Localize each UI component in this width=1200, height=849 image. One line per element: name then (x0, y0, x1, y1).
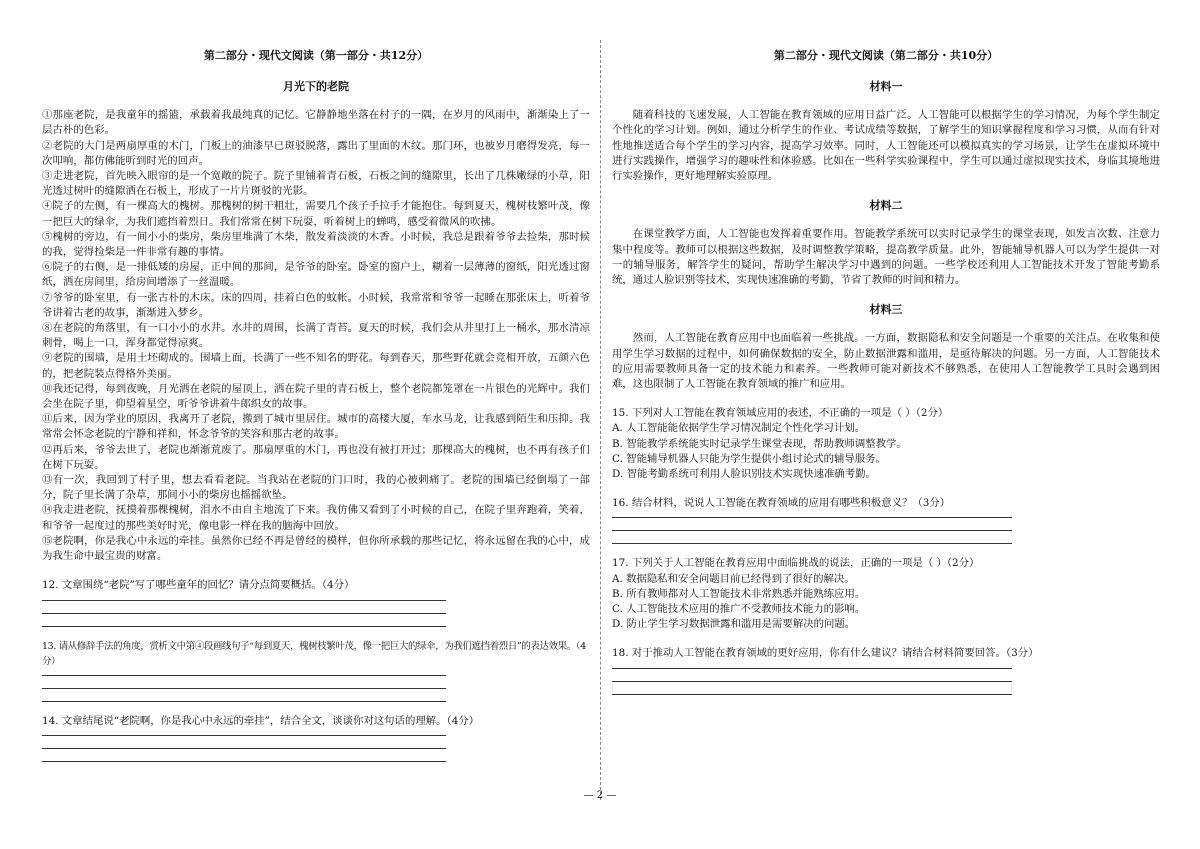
paragraph-11: ⑪后来，因为学业的原因，我离开了老院，搬到了城市里居住。城市的高楼大厦，车水马龙，让我感到陌生和压抑。我常常会怀念老院的宁静和祥和，怀念爷爷的笑容和那古老的故事。 (42, 413, 590, 441)
question-15-option-b[interactable]: B. 智能教学系统能实时记录学生课堂表现，帮助教师调整教学。 (612, 437, 907, 450)
question-15-option-d[interactable]: D. 智能考勤系统可利用人脸识别技术实现快速准确考勤。 (612, 468, 876, 481)
paragraph-12: ⑫再后来，爷爷去世了，老院也渐渐荒废了。那扇厚重的木门，再也没有被打开过；那棵高大的槐树，也不再有孩子们在树下玩耍。 (42, 443, 590, 471)
answer-line[interactable] (42, 600, 446, 601)
section-title-left: 第二部分・现代文阅读（第一部分・共12分） (203, 49, 429, 62)
answer-line[interactable] (42, 675, 446, 676)
question-15: 15. 下列对人工智能在教育领域应用的表述，不正确的一项是（ ）（2分） (612, 407, 949, 420)
paragraph-4: ④院子的左侧，有一棵高大的槐树。那槐树的树干粗壮，需要几个孩子手拉手才能抱住。每到夏天，槐树枝繁叶茂，像一把巨大的绿伞，为我们遮挡着烈日。我们常常在树下玩耍，听着树上的蝉鸣，感受着微风的吹拂。 (42, 200, 590, 228)
material-2-title: 材料二 (869, 199, 903, 213)
material-1-title: 材料一 (869, 80, 903, 93)
question-17-option-d[interactable]: D. 防止学生学习数据泄露和滥用是需要解决的问题。 (612, 618, 856, 631)
paragraph-5: ⑤槐树的旁边，有一间小小的柴房，柴房里堆满了木柴，散发着淡淡的木香。小时候，我总是跟着爷爷去捡柴，那时候的我，觉得捡柴是一件非常有趣的事情。 (42, 230, 590, 259)
question-14: 14. 文章结尾说“老院啊，你是我心中永远的牵挂”，结合全文，谈谈你对这句话的理解。（4分） (42, 714, 480, 727)
paragraph-8: ⑧在老院的角落里，有一口小小的水井。水井的周围，长满了青苔。夏天的时候，我们会从井里打上一桶水，那水清凉刺骨，喝上一口，浑身都觉得凉爽。 (42, 322, 590, 350)
answer-line[interactable] (42, 688, 446, 689)
paragraph-15: ⑮老院啊，你是我心中永远的牵挂。虽然你已经不再是曾经的模样，但你所承载的那些记忆，将永远留在我的心中，成为我生命中最宝贵的财富。 (42, 534, 590, 563)
paragraph-3: ③走进老院，首先映入眼帘的是一个宽敞的院子。院子里铺着青石板，石板之间的缝隙里，长出了几株嫩绿的小草，阳光透过树叶的缝隙洒在石板上，形成了一片片斑驳的光影。 (42, 170, 590, 198)
question-13: 13. 请从修辞手法的角度，赏析文中第④段画线句子“每到夏天，槐树枝繁叶茂，像一把巨大的绿伞，为我们遮挡着烈日”的表达效果。（4分） (42, 640, 586, 667)
material-1-text: 随着科技的飞速发展，人工智能在教育领域的应用日益广泛。人工智能可以根据学生的学习情况，为每个学生制定个性化的学习计划。例如，通过分析学生的作业、考试成绩等数据，了解学生的知识掌握程度和学习习惯，从而有针对性地推送适合每个学生的学习内容，提高学习效率。同时，人工智能还可以模拟真实的学习场景，让学生在虚拟环境中进行实践操作，增强学习的趣味性和体验感。比如在一些科学实验课程中，学生可以通过虚拟现实技术，身临其境地进行实验操作，更好地理解实验原理。 (612, 109, 1160, 183)
answer-line[interactable] (42, 761, 446, 762)
paragraph-7: ⑦爷爷的卧室里，有一张古朴的木床。床的四周，挂着白色的蚊帐。小时候，我常常和爷爷一起睡在那张床上，听着爷爷讲着古老的故事，渐渐进入梦乡。 (42, 291, 590, 319)
question-15-option-a[interactable]: A. 人工智能能依据学生学习情况制定个性化学习计划。 (612, 422, 866, 435)
answer-line[interactable] (42, 613, 446, 614)
answer-line[interactable] (612, 543, 1012, 544)
paragraph-10: ⑩我还记得，每到夜晚，月光洒在老院的屋顶上，洒在院子里的青石板上，整个老院都笼罩在一片银色的光辉中。我们会坐在院子里，仰望着星空，听爷爷讲着牛郎织女的故事。 (42, 382, 590, 411)
question-17-option-b[interactable]: B. 所有教师都对人工智能技术非常熟悉并能熟练应用。 (612, 587, 866, 600)
question-16: 16. 结合材料，说说人工智能在教育领域的应用有哪些积极意义？（3分） (612, 497, 951, 510)
question-17-option-a[interactable]: A. 数据隐私和安全问题目前已经得到了很好的解决。 (612, 572, 855, 585)
question-17-option-c[interactable]: C. 人工智能技术应用的推广不受教师技术能力的影响。 (612, 603, 866, 616)
material-3-title: 材料三 (869, 303, 903, 317)
paragraph-2: ②老院的大门是两扇厚重的木门，门板上的油漆早已斑驳脱落，露出了里面的木纹。那门环，也被岁月磨得发亮，每一次叩响，都仿佛能听到时光的回声。 (42, 139, 590, 167)
answer-line[interactable] (612, 530, 1012, 531)
material-2-text: 在课堂教学方面，人工智能也发挥着重要作用。智能教学系统可以实时记录学生的课堂表现，如发言次数、注意力集中程度等。教师可以根据这些数据，及时调整教学策略，提高教学质量。此外，智能辅导机器人可以为学生提供一对一的辅导服务，解答学生的疑问，帮助学生解决学习中遇到的问题。一些学校还利用人工智能技术开发了智能考勤系统，通过人脸识别等技术，实现快速准确的考勤，节省了教师的时间和精力。 (612, 228, 1160, 287)
answer-line[interactable] (612, 517, 1012, 518)
question-17: 17. 下列关于人工智能在教育应用中面临挑战的说法，正确的一项是（ ）（2分） (612, 557, 980, 570)
article-title: 月光下的老院 (283, 80, 349, 93)
page-number: — 2 — (583, 790, 617, 801)
right-column (612, 48, 1160, 695)
section-title-right: 第二部分・现代文阅读（第二部分・共10分） (773, 49, 999, 62)
answer-line[interactable] (42, 626, 446, 627)
paragraph-13: ⑬有一次，我回到了村子里，想去看看老院。当我站在老院的门口时，我的心被刺痛了。老院的围墙已经倒塌了一部分，院子里长满了杂草，那间小小的柴房也摇摇欲坠。 (42, 474, 590, 502)
paragraph-1: ①那座老院，是我童年的摇篮，承载着我最纯真的记忆。它静静地坐落在村子的一隅，在岁月的风雨中，渐渐染上了一层古朴的色彩。 (42, 109, 590, 137)
answer-line[interactable] (612, 668, 1012, 669)
answer-line[interactable] (42, 735, 446, 736)
paragraph-9: ⑨老院的围墙，是用土坯砌成的。围墙上面，长满了一些不知名的野花。每到春天，那些野花就会竞相开放，五颜六色的，把老院装点得格外美丽。 (42, 352, 590, 380)
answer-line[interactable] (42, 748, 446, 749)
answer-line[interactable] (42, 701, 446, 702)
question-18: 18. 对于推动人工智能在教育领域的更好应用，你有什么建议？请结合材料简要回答。（3分） (612, 647, 1039, 660)
paragraph-14: ⑭我走进老院，抚摸着那棵槐树，泪水不由自主地流了下来。我仿佛又看到了小时候的自己，在院子里奔跑着，笑着，和爷爷一起度过的那些美好时光，像电影一样在我的脑海中回放。 (42, 504, 590, 532)
answer-line[interactable] (612, 681, 1012, 682)
answer-line[interactable] (612, 694, 1012, 695)
left-column (42, 48, 590, 762)
question-12: 12. 文章围绕“老院”写了哪些童年的回忆？请分点简要概括。（4分） (42, 579, 355, 592)
paragraph-6: ⑥院子的右侧，是一排低矮的房屋，正中间的那间，是爷爷的卧室。卧室的窗户上，糊着一层薄薄的窗纸，阳光透过窗纸，洒在房间里，给房间增添了一丝温暖。 (42, 261, 590, 289)
question-15-option-c[interactable]: C. 智能辅导机器人只能为学生提供小组讨论式的辅导服务。 (612, 452, 886, 465)
material-3-text: 然而，人工智能在教育应用中也面临着一些挑战。一方面，数据隐私和安全问题是一个重要的关注点。在收集和使用学生学习数据的过程中，如何确保数据的安全，防止数据泄露和滥用，是亟待解决的问题。另一方面，人工智能技术的应用需要教师具备一定的技术能力和素养。一些教师可能对新技术不够熟悉，在使用人工智能教学工具时会遇到困难，这也限制了人工智能在教育领域的推广和应用。 (612, 332, 1160, 391)
column-divider (600, 40, 601, 800)
